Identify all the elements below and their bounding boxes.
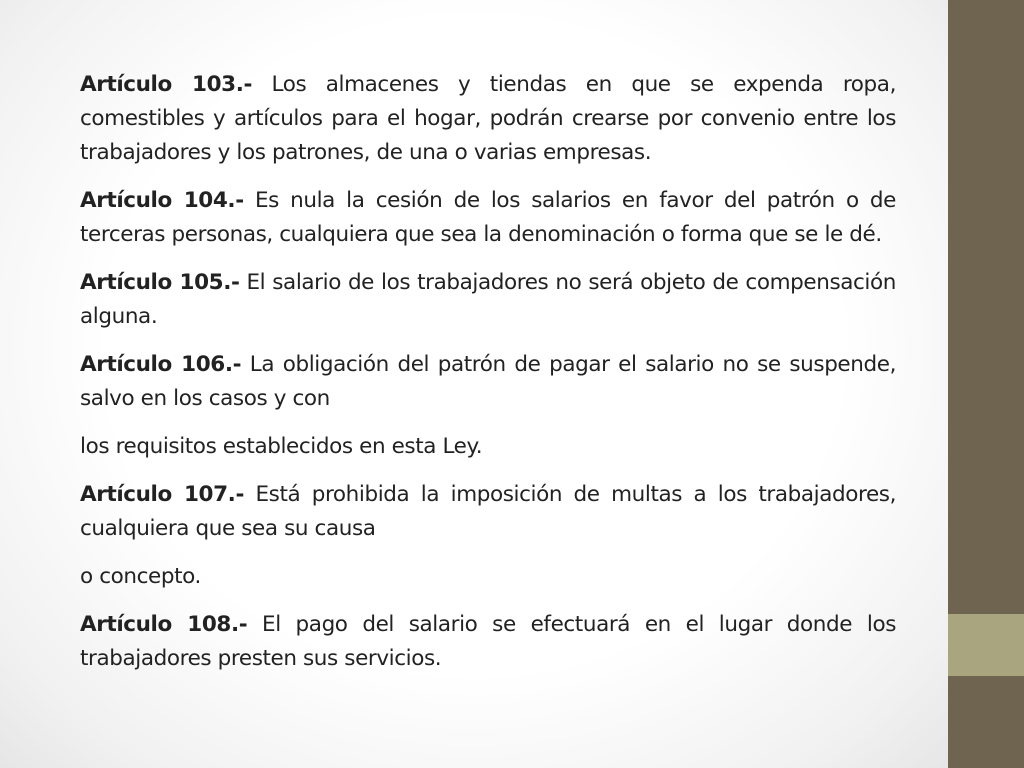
article-104 (80, 184, 896, 252)
article-text: El salario de los trabajadores no será objeto de compensación alguna. (80, 270, 896, 329)
article-text: La obligación del patrón de pagar el salario no se suspende, salvo en los casos y con (80, 352, 896, 411)
article-108 (80, 608, 896, 676)
article-107 (80, 478, 896, 546)
article-label: Artículo 107.- (80, 482, 244, 507)
side-bar-accent (948, 614, 1024, 676)
article-105 (80, 266, 896, 334)
article-label: Artículo 108.- (80, 612, 248, 637)
article-106 (80, 348, 896, 416)
article-label: Artículo 103.- (80, 72, 252, 97)
article-107-continuation: o concepto. (80, 564, 201, 589)
article-text: Es nula la cesión de los salarios en favor del patrón o de terceras personas, cualquiera que sea la denominación o forma que se le dé. (80, 188, 897, 247)
article-text: Está prohibida la imposición de multas a los trabajadores, cualquiera que sea su causa (80, 482, 897, 541)
article-label: Artículo 105.- (80, 270, 240, 295)
article-text: El pago del salario se efectuará en el lugar donde los trabajadores presten sus servicios. (80, 612, 896, 671)
article-label: Artículo 104.- (80, 188, 244, 213)
article-103 (80, 68, 896, 170)
article-label: Artículo 106.- (80, 352, 242, 377)
article-106-continuation: los requisitos establecidos en esta Ley. (80, 434, 483, 459)
article-text: Los almacenes y tiendas en que se expenda ropa, comestibles y artículos para el hogar, podrán crearse por convenio entre los trabajadores y los patrones, de una o varias empresas. (80, 72, 897, 165)
slide-content (80, 68, 896, 690)
